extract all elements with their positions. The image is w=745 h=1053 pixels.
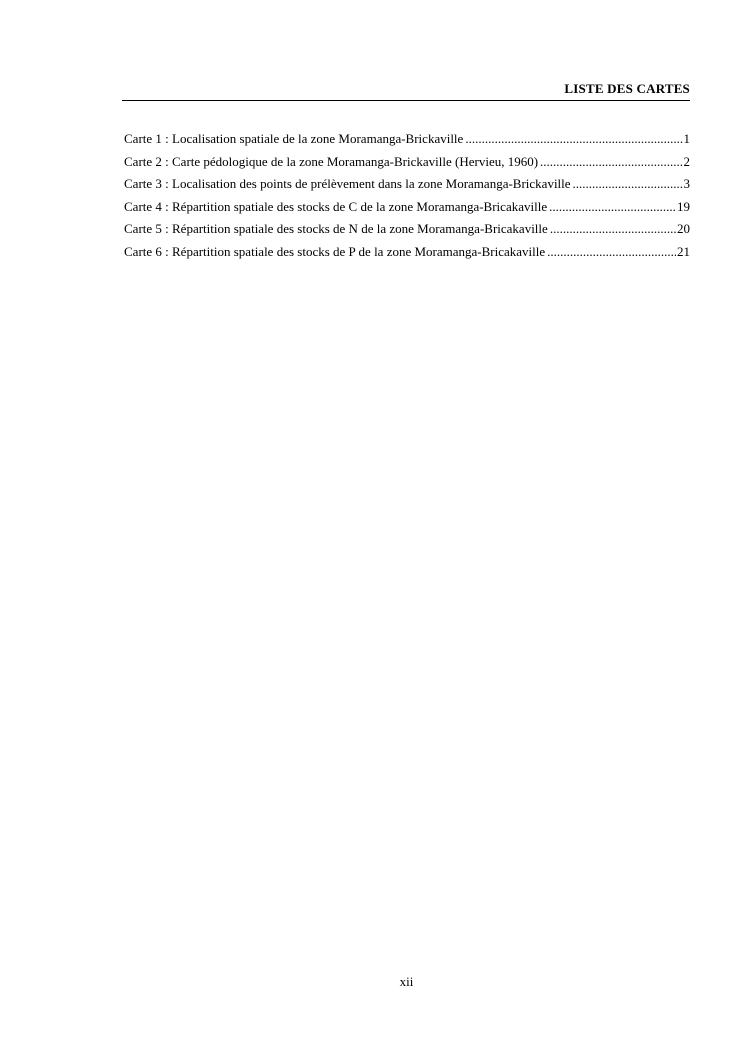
toc-entry-page: 1 bbox=[683, 131, 690, 146]
toc-entry-page: 2 bbox=[683, 153, 690, 169]
list-of-maps bbox=[124, 128, 690, 263]
toc-dot-leader bbox=[547, 241, 676, 264]
toc-dot-leader bbox=[550, 218, 676, 241]
toc-dot-leader bbox=[465, 128, 682, 151]
toc-dot-leader bbox=[549, 196, 676, 219]
toc-entry-title: Carte 2 : Carte pédologique de la zone Moramanga-Brickaville (Hervieu, 1960) bbox=[124, 153, 539, 169]
toc-entry-carte-1[interactable] bbox=[124, 128, 690, 151]
toc-entry-page: 20 bbox=[677, 221, 690, 236]
page-number: xii bbox=[399, 974, 414, 989]
toc-entry-page: 21 bbox=[677, 243, 690, 259]
toc-entry-title: Carte 3 : Localisation des points de prélèvement dans la zone Moramanga-Brickaville bbox=[124, 176, 571, 191]
toc-entry-carte-3[interactable] bbox=[124, 173, 690, 196]
toc-entry-page: 3 bbox=[683, 176, 690, 191]
toc-dot-leader bbox=[573, 173, 683, 196]
header-divider bbox=[122, 100, 690, 101]
toc-entry-title: Carte 6 : Répartition spatiale des stocks de P de la zone Moramanga-Bricakaville bbox=[124, 243, 546, 259]
toc-entry-carte-2[interactable] bbox=[124, 151, 690, 174]
toc-entry-carte-4[interactable] bbox=[124, 196, 690, 219]
toc-dot-leader bbox=[540, 151, 682, 174]
toc-entry-title: Carte 1 : Localisation spatiale de la zone Moramanga-Brickaville bbox=[124, 131, 464, 146]
toc-entry-title: Carte 5 : Répartition spatiale des stocks de N de la zone Moramanga-Bricakaville bbox=[124, 221, 548, 236]
toc-entry-title: Carte 4 : Répartition spatiale des stocks de C de la zone Moramanga-Bricakaville bbox=[124, 198, 548, 214]
toc-entry-page: 19 bbox=[677, 198, 690, 214]
toc-entry-carte-5[interactable] bbox=[124, 218, 690, 241]
page-title: LISTE DES CARTES bbox=[564, 81, 690, 96]
toc-entry-carte-6[interactable] bbox=[124, 241, 690, 264]
